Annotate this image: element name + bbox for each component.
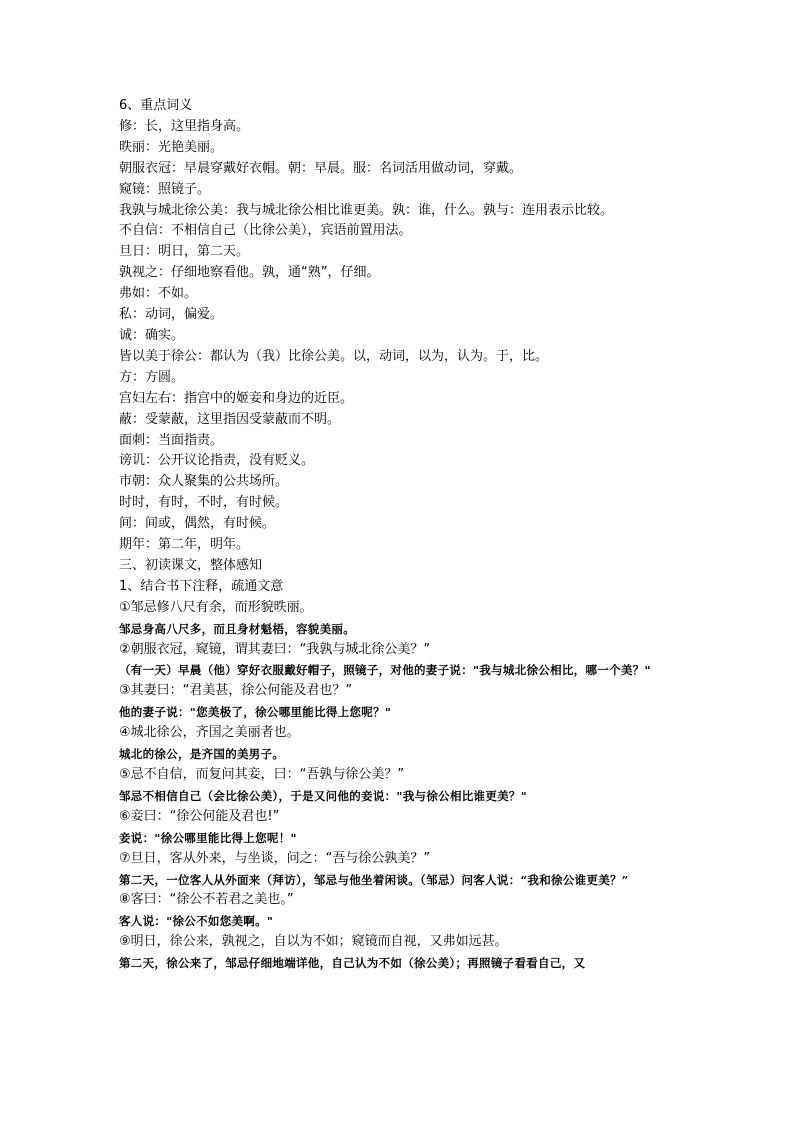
vocab-item: 宫妇左右：指宫中的姬妾和身边的近臣。 [119, 390, 354, 406]
vocab-item: 谤讥：公开议论指责，没有贬义。 [119, 453, 315, 469]
vocab-item: 时时，有时，不时，有时候。 [119, 495, 289, 511]
passage-original: ②朝服衣冠，窥镜，谓其妻曰：“我孰与城北徐公美？” [119, 641, 431, 657]
vocab-item: 窥镜：照镜子。 [119, 181, 211, 197]
vocab-heading: 6、重点词义 [119, 98, 193, 113]
vocab-item: 孰视之：仔细地察看他。孰，通“熟”，仔细。 [119, 265, 380, 281]
passage-translation: （有一天）早晨（他）穿好衣服戴好帽子，照镜子，对他的妻子说："我与城北徐公相比，哪一个美？" [119, 663, 651, 678]
vocab-item: 我孰与城北徐公美：我与城北徐公相比谁更美。孰：谁，什么。孰与：连用表示比较。 [119, 202, 614, 218]
passage-translation: 城北的徐公，是齐国的美男子。 [119, 747, 285, 762]
vocab-item: 昳丽：光艳美丽。 [119, 139, 224, 155]
vocab-item: 朝服衣冠：早晨穿戴好衣帽。朝：早晨。服：名词活用做动词，穿戴。 [119, 160, 523, 176]
vocab-item: 皆以美于徐公：都认为（我）比徐公美。以，动词，以为，认为。于，比。 [119, 348, 549, 364]
passage-translation: 客人说："徐公不如您美啊。" [119, 914, 274, 929]
vocab-item: 市朝：众人聚集的公共场所。 [119, 474, 289, 490]
section-heading: 三、初读课文，整体感知 [119, 557, 263, 573]
passage-original: ①邹忌修八尺有余，而形貌昳丽。 [119, 599, 313, 615]
passage-translation: 他的妻子说："您美极了，徐公哪里能比得上您呢？" [119, 705, 392, 720]
passage-translation: 邹忌身高八尺多，而且身材魁梧，容貌美丽。 [119, 621, 355, 636]
passage-original: ③其妻曰：“君美甚，徐公何能及君也？” [119, 683, 353, 699]
passage-original: ④城北徐公，齐国之美丽者也。 [119, 725, 300, 741]
passage-translation: 第二天，徐公来了，邹忌仔细地端详他，自己认为不如（徐公美）；再照镜子看看自己，又 [119, 956, 586, 971]
vocab-item: 旦日：明日，第二天。 [119, 244, 250, 260]
passage-original: ⑧客曰：“徐公不若君之美也。” [119, 892, 294, 908]
vocab-item: 间：间或，偶然，有时候。 [119, 516, 276, 532]
passage-original: ⑨明日，徐公来，孰视之，自以为不如；窥镜而自视，又弗如远甚。 [119, 934, 508, 950]
vocab-item: 面刺：当面指责。 [119, 432, 224, 448]
vocab-item: 期年：第二年，明年。 [119, 537, 250, 553]
passage-translation: 邹忌不相信自己（会比徐公美），于是又问他的妾说："我与徐公相比谁更美？" [119, 788, 528, 803]
vocab-item: 不自信：不相信自己（比徐公美），宾语前置用法。 [119, 223, 412, 239]
vocab-item: 蔽：受蒙蔽，这里指因受蒙蔽而不明。 [119, 411, 341, 427]
passage-original: ⑦旦日，客从外来，与坐谈，问之：“吾与徐公孰美？” [119, 850, 431, 866]
vocab-item: 诚：确实。 [119, 327, 185, 343]
section-subheading: 1、结合书下注释，疏通文意 [119, 578, 284, 594]
document-page [119, 96, 709, 974]
passage-original: ⑤忌不自信，而复问其妾，曰：“吾孰与徐公美？” [119, 767, 405, 782]
vocab-item: 弗如：不如。 [119, 286, 198, 302]
vocab-item: 方：方圆。 [119, 369, 185, 385]
vocab-item: 修：长，这里指身高。 [119, 118, 250, 134]
passage-translation: 第二天，一位客人从外面来（拜访），邹忌与他坐着闲谈。（邹忌）问客人说：“我和徐公谁更美？” [119, 872, 629, 887]
vocab-item: 私：动词，偏爱。 [119, 307, 224, 323]
passage-original: ⑥妾曰：“徐公何能及君也!” [119, 808, 280, 824]
passage-translation: 妾说："徐公哪里能比得上您呢！" [119, 830, 297, 845]
